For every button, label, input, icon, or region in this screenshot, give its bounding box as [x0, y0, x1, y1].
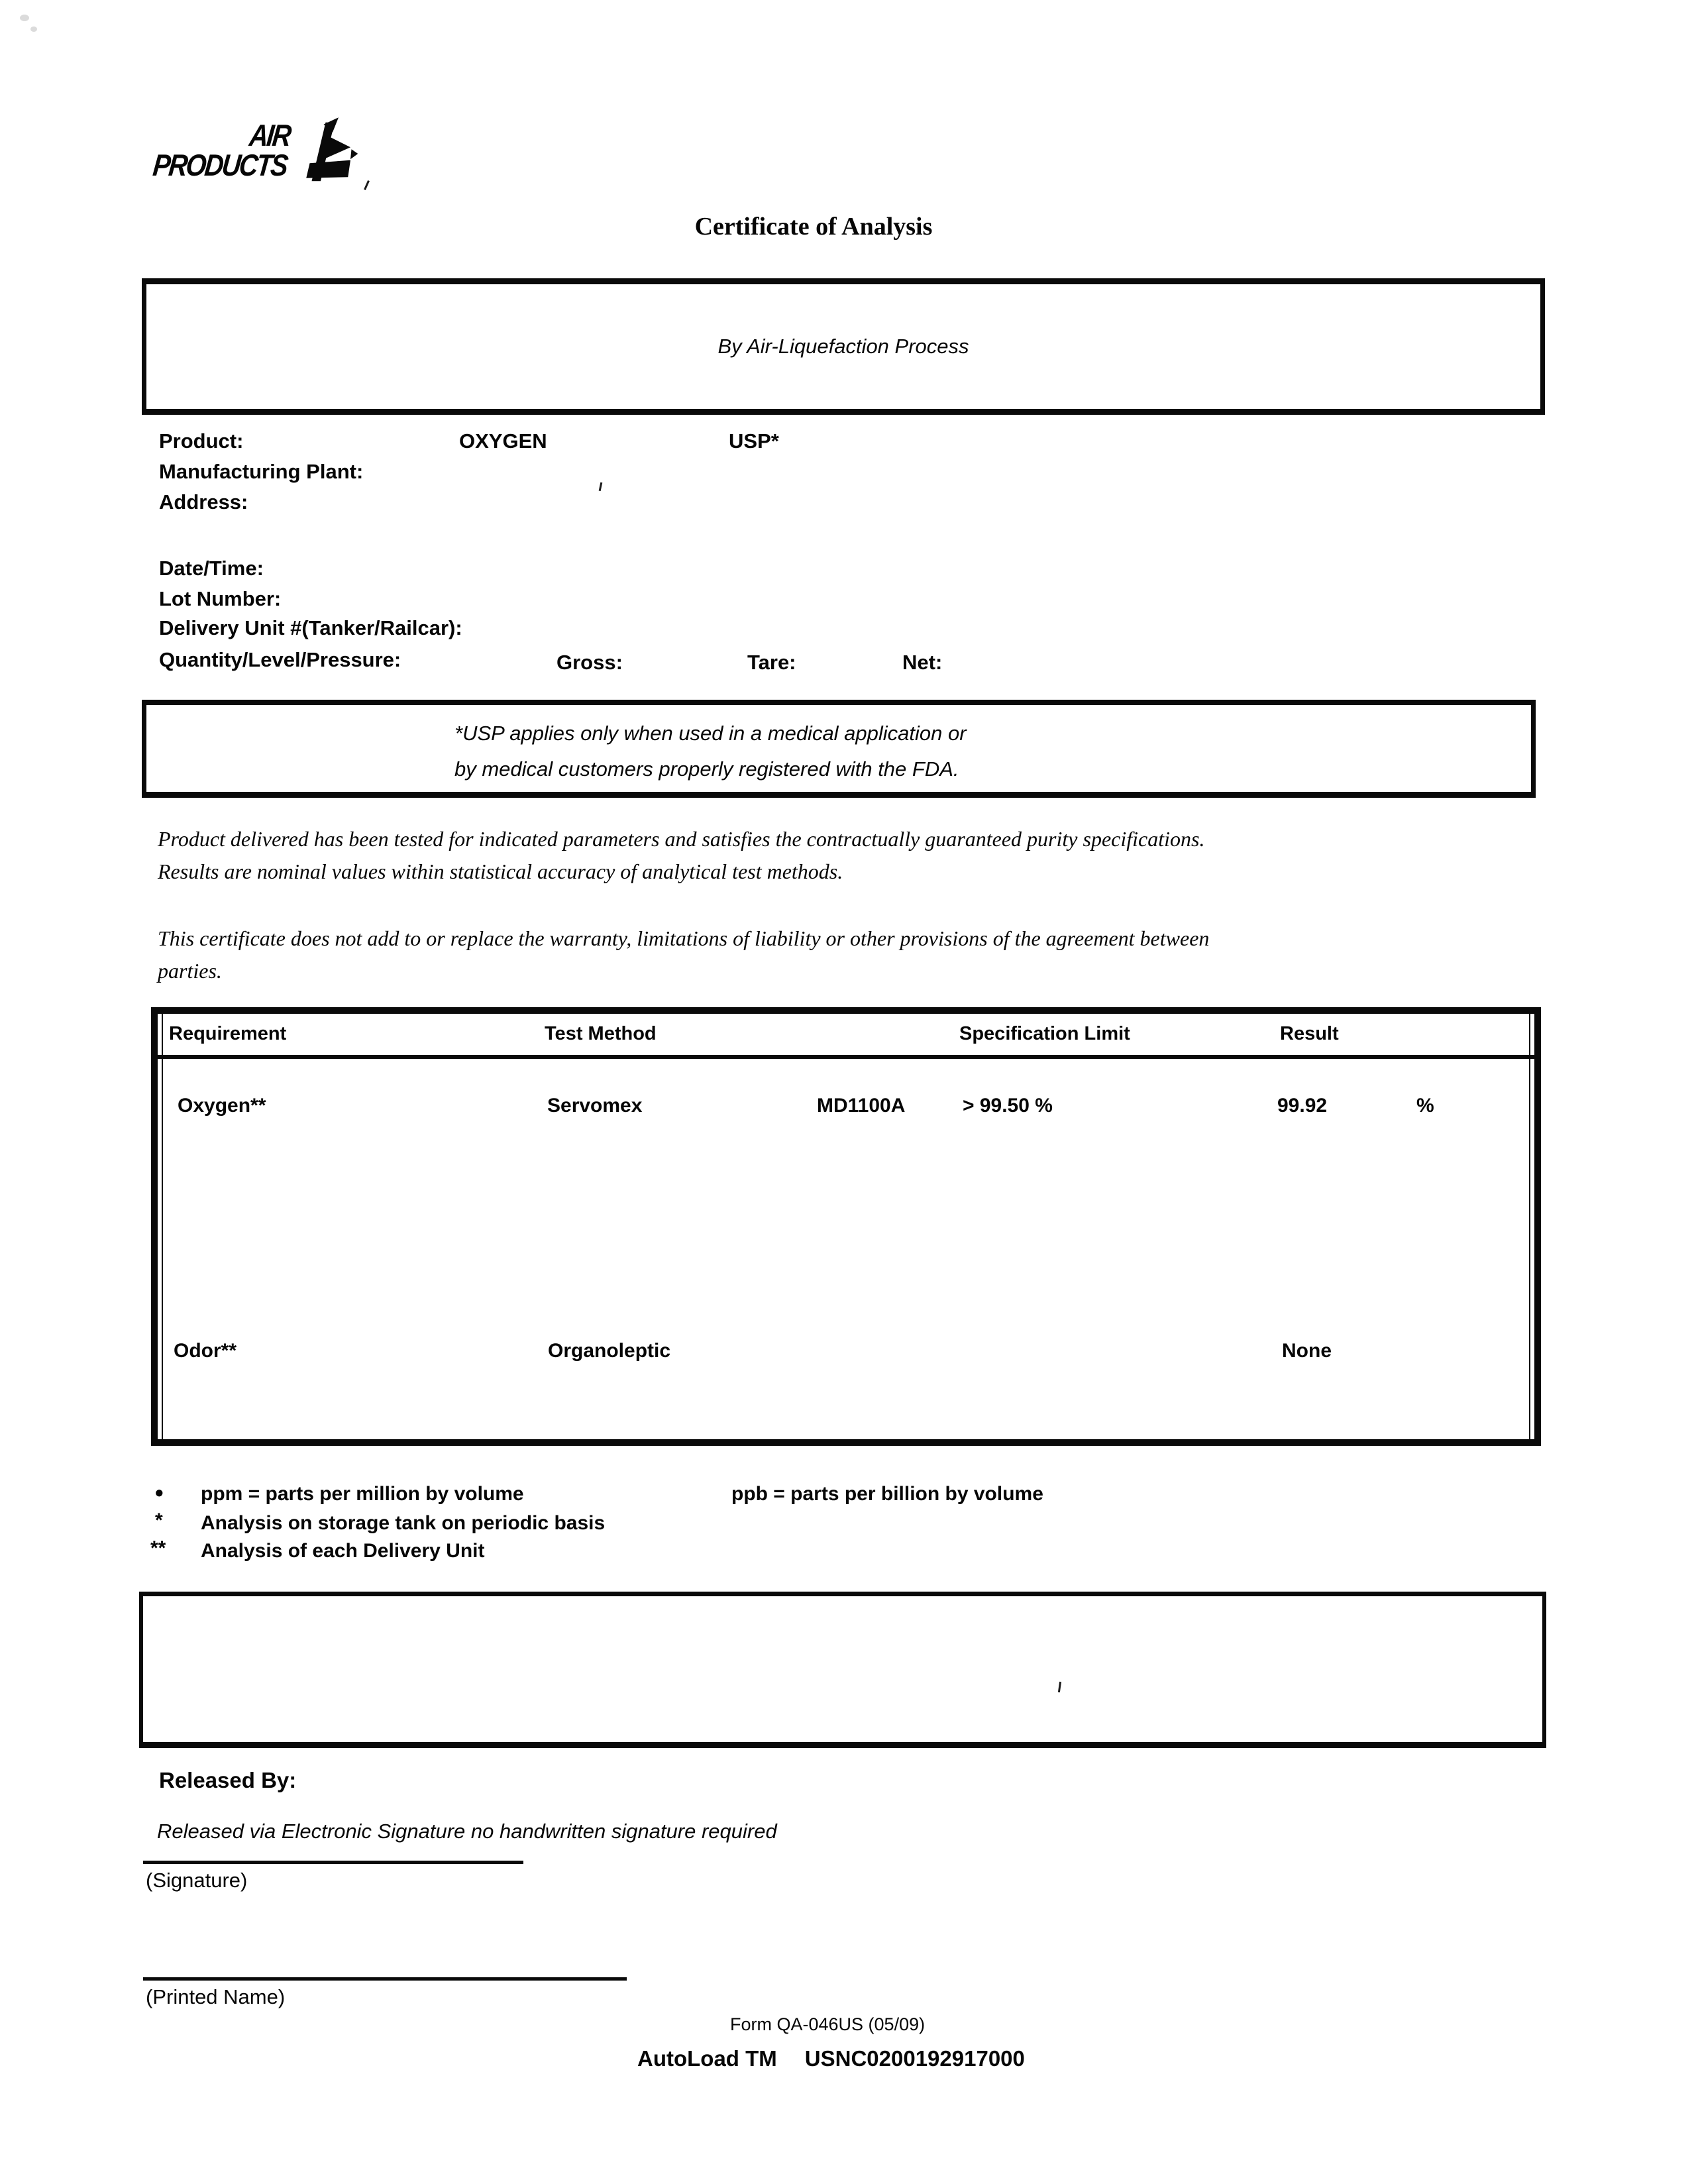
- col-header-spec-limit: Specification Limit: [959, 1023, 1130, 1044]
- table-inner-right-rule: [1529, 1014, 1530, 1439]
- footnote2-text: Analysis on storage tank on periodic basis: [201, 1512, 606, 1534]
- col-header-result: Result: [1280, 1023, 1339, 1044]
- row-oxygen-model: MD1100A: [817, 1095, 906, 1117]
- footnote2-marker: *: [155, 1509, 163, 1531]
- row-odor-requirement: Odor**: [174, 1340, 237, 1362]
- row-oxygen-method: Servomex: [547, 1095, 643, 1117]
- col-header-requirement: Requirement: [169, 1023, 287, 1044]
- autoload-label: AutoLoad TM: [637, 2046, 777, 2071]
- signature-label: (Signature): [146, 1869, 248, 1892]
- disclaimer-warranty-line2: parties.: [158, 959, 222, 983]
- logo-line-air: AIR: [248, 118, 292, 152]
- autoload-line: [637, 2046, 1025, 2071]
- table-inner-left-rule: [162, 1014, 163, 1439]
- footnote1-text-ppm: ppm = parts per million by volume: [201, 1483, 524, 1505]
- scan-artifact: [599, 482, 603, 491]
- net-label: Net:: [902, 651, 943, 674]
- col-header-test-method: Test Method: [545, 1023, 657, 1044]
- disclaimer-purity: [158, 823, 1204, 888]
- product-value: OXYGEN: [459, 429, 547, 453]
- air-products-logo-text: [145, 118, 292, 182]
- row-oxygen-requirement: Oxygen**: [178, 1095, 266, 1117]
- electronic-signature-note: Released via Electronic Signature no handwritten signature required: [157, 1820, 777, 1843]
- footnote1-text-ppb: ppb = parts per billion by volume: [731, 1483, 1043, 1505]
- disclaimer-warranty: [158, 922, 1209, 987]
- usp-note-line2: by medical customers properly registered with the FDA.: [454, 757, 959, 781]
- scan-artifact: [30, 27, 37, 32]
- row-odor-result: None: [1282, 1340, 1332, 1362]
- product-label: Product:: [159, 429, 244, 453]
- logo-line-products: PRODUCTS: [151, 148, 289, 182]
- row-oxygen-unit: %: [1416, 1095, 1434, 1117]
- tracking-number: USNC0200192917000: [804, 2046, 1025, 2071]
- address-label: Address:: [159, 490, 248, 514]
- row-odor-method: Organoleptic: [548, 1340, 671, 1362]
- page-title: Certificate of Analysis: [694, 213, 933, 241]
- scan-artifact: [364, 180, 370, 190]
- footnote3-marker: **: [150, 1537, 166, 1559]
- gross-label: Gross:: [556, 651, 623, 674]
- printed-name-line: [143, 1977, 627, 1981]
- results-table: [151, 1007, 1541, 1446]
- scan-artifact: [20, 15, 29, 21]
- form-number: Form QA-046US (05/09): [730, 2014, 926, 2034]
- comments-box: [139, 1592, 1546, 1748]
- disclaimer-purity-line1: Product delivered has been tested for indicated parameters and satisfies the contractually guaranteed purity specifications.: [158, 827, 1205, 851]
- footnote3-text: Analysis of each Delivery Unit: [201, 1540, 485, 1562]
- quantity-label: Quantity/Level/Pressure:: [159, 648, 401, 671]
- product-grade: USP*: [729, 429, 779, 453]
- lot-number-label: Lot Number:: [159, 587, 282, 610]
- air-products-logo-mark-icon: [295, 110, 358, 190]
- disclaimer-warranty-line1: This certificate does not add to or replace the warranty, limitations of liability or other provisions of the agreement between: [158, 926, 1210, 950]
- datetime-label: Date/Time:: [159, 557, 264, 580]
- manufacturing-plant-label: Manufacturing Plant:: [159, 460, 364, 483]
- signature-line: [143, 1861, 523, 1864]
- usp-note-box: [142, 700, 1536, 798]
- released-by-label: Released By:: [159, 1768, 297, 1792]
- footnote1-bullet: •: [155, 1479, 164, 1506]
- printed-name-label: (Printed Name): [146, 1985, 286, 2008]
- tare-label: Tare:: [747, 651, 796, 674]
- row-oxygen-result: 99.92: [1277, 1095, 1328, 1117]
- process-box: [142, 278, 1545, 415]
- usp-note-line1: *USP applies only when used in a medical application or: [454, 722, 967, 745]
- table-header-rule: [158, 1055, 1534, 1059]
- disclaimer-purity-line2: Results are nominal values within statistical accuracy of analytical test methods.: [158, 859, 843, 883]
- delivery-unit-label: Delivery Unit #(Tanker/Railcar):: [159, 616, 462, 639]
- process-box-text: By Air-Liquefaction Process: [717, 335, 969, 358]
- row-oxygen-spec-limit: > 99.50 %: [963, 1095, 1053, 1117]
- air-products-logo: [151, 118, 314, 182]
